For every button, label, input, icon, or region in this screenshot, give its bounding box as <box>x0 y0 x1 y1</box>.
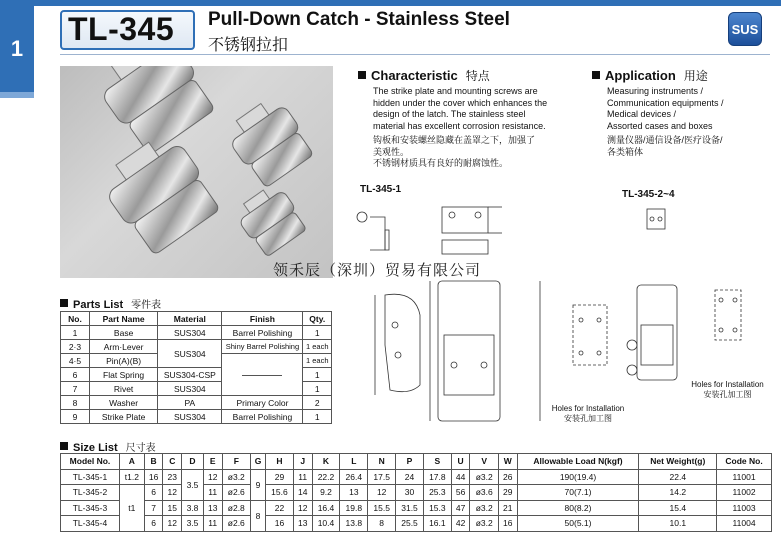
table-cell: ø3.2 <box>470 500 498 516</box>
holes-label-1: Holes for Installation 安装孔加工图 <box>551 404 625 423</box>
table-header-cell: Model No. <box>61 454 120 470</box>
table-header-cell: F <box>222 454 250 470</box>
table-cell: Strike Plate <box>89 410 157 424</box>
drawing-label-tl345-1: TL-345-1 <box>360 184 402 195</box>
table-cell: 22.2 <box>312 469 340 485</box>
table-cell: 15.3 <box>423 500 451 516</box>
table-cell: 2 <box>303 396 332 410</box>
latch-front-view <box>430 281 540 421</box>
table-cell: 11004 <box>717 516 772 532</box>
strike-plate-side-view <box>357 212 389 250</box>
table-cell: 190(19.4) <box>517 469 639 485</box>
table-cell: Base <box>89 326 157 340</box>
table-cell: 24 <box>396 469 424 485</box>
parts-row <box>61 326 332 340</box>
table-cell: TL-345-4 <box>61 516 120 532</box>
table-cell: 29 <box>266 469 294 485</box>
table-cell: 16 <box>266 516 294 532</box>
table-cell: 3.8 <box>182 500 204 516</box>
latch-2-4-front-view <box>627 285 677 380</box>
table-cell <box>222 354 303 396</box>
table-cell: TL-345-3 <box>61 500 120 516</box>
table-cell: 11001 <box>717 469 772 485</box>
table-cell: Pin(A)(B) <box>89 354 157 368</box>
table-cell: 1 each <box>303 340 332 354</box>
table-cell: 1 <box>303 410 332 424</box>
table-cell: ø3.2 <box>470 516 498 532</box>
parts-row <box>61 410 332 424</box>
table-cell: 12 <box>163 516 182 532</box>
watermark-text: 领禾辰（深圳）贸易有限公司 <box>273 262 482 279</box>
table-cell: 9 <box>61 410 90 424</box>
parts-row <box>61 340 332 354</box>
table-cell: 12 <box>293 500 312 516</box>
size-row <box>61 469 772 485</box>
table-cell: ø2.6 <box>222 485 250 501</box>
header-divider <box>60 54 770 55</box>
holes-label-2: Holes for Installation 安装孔加工图 <box>691 380 764 399</box>
table-cell: 11002 <box>717 485 772 501</box>
product-photo <box>60 66 333 278</box>
table-cell: t1.2 <box>119 469 144 485</box>
table-cell: 15 <box>163 500 182 516</box>
table-header-cell: W <box>498 454 517 470</box>
table-cell: 26 <box>498 469 517 485</box>
latch-photo-illustration <box>60 66 333 278</box>
table-cell: 10.1 <box>639 516 717 532</box>
table-cell: 42 <box>451 516 470 532</box>
parts-col-material: Material <box>158 312 222 326</box>
table-cell: 1 <box>303 382 332 396</box>
table-cell: Barrel Polishing <box>222 410 303 424</box>
table-header-cell: H <box>266 454 294 470</box>
table-cell: 19.8 <box>340 500 368 516</box>
table-header-cell: L <box>340 454 368 470</box>
table-cell: 11 <box>203 485 222 501</box>
table-cell: t1 <box>119 485 144 532</box>
table-cell: 11003 <box>717 500 772 516</box>
table-cell: 1 <box>303 368 332 382</box>
table-header-cell: K <box>312 454 340 470</box>
table-cell: Rivet <box>89 382 157 396</box>
table-cell: 7 <box>61 382 90 396</box>
table-cell: 11 <box>203 516 222 532</box>
table-cell: Primary Color <box>222 396 303 410</box>
table-cell: PA <box>158 396 222 410</box>
table-cell: SUS304 <box>158 340 222 368</box>
table-cell: 25.5 <box>396 516 424 532</box>
table-cell: 12 <box>203 469 222 485</box>
table-cell: 29 <box>498 485 517 501</box>
table-cell: 10.4 <box>312 516 340 532</box>
size-list-table <box>60 453 772 532</box>
model-number: TL-345 <box>68 11 175 47</box>
parts-list-heading: Parts List 零件表 <box>60 296 161 311</box>
table-cell: SUS304 <box>158 326 222 340</box>
table-cell: SUS304 <box>158 410 222 424</box>
title-english: Pull-Down Catch - Stainless Steel <box>208 9 510 30</box>
table-header-cell: Code No. <box>717 454 772 470</box>
table-header-cell: Net Weight(g) <box>639 454 717 470</box>
characteristic-heading: Characteristic 特点 <box>358 67 490 84</box>
table-header-cell: C <box>163 454 182 470</box>
table-cell: 13.8 <box>340 516 368 532</box>
table-cell: 25.3 <box>423 485 451 501</box>
table-cell: 1 <box>303 326 332 340</box>
table-cell: Flat Spring <box>89 368 157 382</box>
table-cell: 13 <box>340 485 368 501</box>
table-cell: 12 <box>163 485 182 501</box>
parts-list-table <box>60 311 332 424</box>
section-number: 1 <box>10 36 24 61</box>
table-cell: ø2.6 <box>222 516 250 532</box>
table-cell: 12 <box>368 485 396 501</box>
table-cell: 47 <box>451 500 470 516</box>
table-cell: 50(5.1) <box>517 516 639 532</box>
table-header-cell: V <box>470 454 498 470</box>
sus-material-badge <box>728 12 762 46</box>
table-cell: 16 <box>498 516 517 532</box>
table-cell: 23 <box>163 469 182 485</box>
table-cell: 17.8 <box>423 469 451 485</box>
table-header-cell: N <box>368 454 396 470</box>
table-cell: 8 <box>368 516 396 532</box>
table-cell: 17.5 <box>368 469 396 485</box>
section-tab-shadow <box>0 92 34 98</box>
table-header-cell: P <box>396 454 424 470</box>
table-cell: 56 <box>451 485 470 501</box>
size-row <box>61 516 772 532</box>
table-cell: Washer <box>89 396 157 410</box>
parts-col-finish: Finish <box>222 312 303 326</box>
table-cell: SUS304-CSP <box>158 368 222 382</box>
table-cell: 3.5 <box>182 469 204 500</box>
table-cell: 13 <box>203 500 222 516</box>
table-cell: 15.6 <box>266 485 294 501</box>
table-cell: SUS304 <box>158 382 222 396</box>
table-cell: 14.2 <box>639 485 717 501</box>
table-header-cell: J <box>293 454 312 470</box>
size-list-heading: Size List 尺寸表 <box>60 439 156 454</box>
table-cell: 11 <box>293 469 312 485</box>
latch-side-view <box>375 294 420 395</box>
table-header-cell: U <box>451 454 470 470</box>
holes-2-pattern <box>715 290 741 340</box>
table-cell: Shiny Barrel Polishing <box>222 340 303 354</box>
drawing-label-tl345-2-4: TL-345-2~4 <box>622 189 675 200</box>
application-heading: Application 用途 <box>592 67 708 84</box>
parts-header-row <box>61 312 332 326</box>
table-cell: 80(8.2) <box>517 500 639 516</box>
size-row <box>61 485 772 501</box>
table-header-cell: A <box>119 454 144 470</box>
size-header-row <box>61 454 772 470</box>
table-cell: Barrel Polishing <box>222 326 303 340</box>
table-cell: 26.4 <box>340 469 368 485</box>
table-header-cell: D <box>182 454 204 470</box>
table-cell: TL-345-2 <box>61 485 120 501</box>
parts-col-no: No. <box>61 312 90 326</box>
table-cell: 30 <box>396 485 424 501</box>
characteristic-text: The strike plate and mounting screws are hidden under the cover which enhances the design of the latch. The stainless steel material has excellent corrosion resistance. 钩板和安装螺丝隐藏在盖罩之下，加强了 美观性。 不锈钢材质具有良好的耐腐蚀性。 <box>373 86 548 168</box>
section-tab <box>0 6 34 92</box>
table-cell: 8 <box>61 396 90 410</box>
table-cell: 9.2 <box>312 485 340 501</box>
parts-col-qty: Qty. <box>303 312 332 326</box>
application-text: Measuring instruments / Communication equipments / Medical devices / Assorted cases and boxes 测量仪器/通信设备/医疗设备/ 各类箱体 <box>607 86 724 157</box>
strike-plate-top-view <box>442 207 502 254</box>
table-cell: 1 each <box>303 354 332 368</box>
table-header-cell: Allowable Load N(kgf) <box>517 454 639 470</box>
table-cell: 15.5 <box>368 500 396 516</box>
table-cell: 6 <box>61 368 90 382</box>
table-cell: 16.1 <box>423 516 451 532</box>
table-cell: TL-345-1 <box>61 469 120 485</box>
table-cell: 7 <box>144 500 163 516</box>
table-cell: Arm·Lever <box>89 340 157 354</box>
table-cell: ø3.2 <box>470 469 498 485</box>
table-cell: 1 <box>61 326 90 340</box>
table-cell: 15.4 <box>639 500 717 516</box>
table-cell: 4·5 <box>61 354 90 368</box>
table-cell: 8 <box>251 500 266 531</box>
table-cell: 6 <box>144 485 163 501</box>
table-cell: ø3.2 <box>222 469 250 485</box>
table-cell: 9 <box>251 469 266 500</box>
table-cell: 6 <box>144 516 163 532</box>
table-cell: 16.4 <box>312 500 340 516</box>
parts-row <box>61 396 332 410</box>
table-cell: 16 <box>144 469 163 485</box>
parts-col-name: Part Name <box>89 312 157 326</box>
table-cell: ø2.8 <box>222 500 250 516</box>
table-header-cell: B <box>144 454 163 470</box>
table-cell: 21 <box>498 500 517 516</box>
table-cell: 70(7.1) <box>517 485 639 501</box>
table-cell: 2·3 <box>61 340 90 354</box>
table-header-cell: E <box>203 454 222 470</box>
table-header-cell: G <box>251 454 266 470</box>
table-cell: 3.5 <box>182 516 204 532</box>
table-header-cell: S <box>423 454 451 470</box>
table-cell: 22.4 <box>639 469 717 485</box>
top-accent-bar <box>0 0 781 6</box>
strike-plate-2-4-view <box>647 209 665 229</box>
holes-1-pattern <box>573 305 607 365</box>
size-row <box>61 500 772 516</box>
table-cell: 31.5 <box>396 500 424 516</box>
table-cell: 14 <box>293 485 312 501</box>
table-cell: 22 <box>266 500 294 516</box>
table-cell: 13 <box>293 516 312 532</box>
table-cell: 44 <box>451 469 470 485</box>
title-chinese: 不锈钢拉扣 <box>208 37 289 54</box>
table-cell: ø3.6 <box>470 485 498 501</box>
sus-badge-text: SUS <box>731 21 759 37</box>
